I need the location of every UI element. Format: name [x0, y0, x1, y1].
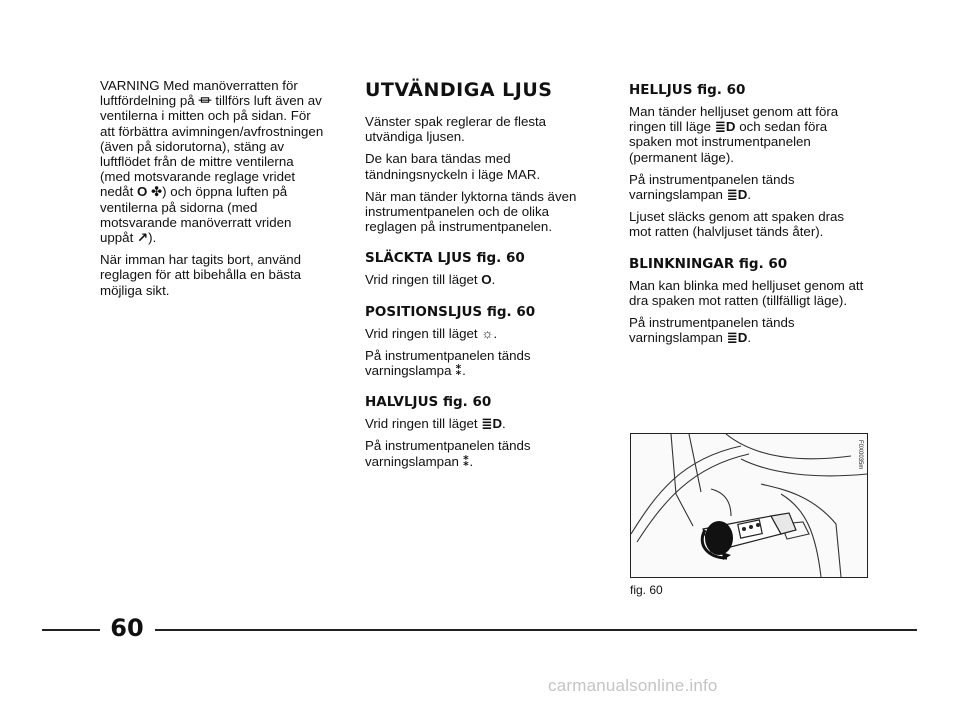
flash-heading: BLINKNINGAR fig. 60 [629, 255, 788, 272]
low-beam-heading: HALVLJUS fig. 60 [365, 394, 492, 411]
rotary-ring [705, 521, 733, 555]
text-fragment: . [502, 416, 506, 432]
left-column [100, 78, 325, 305]
text-fragment: På instrumentpanelen tänds varningslampan [629, 315, 795, 346]
position-lights-heading: POSITIONSLJUS fig. 60 [365, 303, 536, 320]
text-fragment: ). [148, 230, 157, 246]
lights-off-heading: SLÄCKTA LJUS fig. 60 [365, 250, 525, 267]
middle-column [365, 78, 600, 476]
text-fragment: VARNING Med manöverratten för luftfördelning på [100, 78, 298, 109]
text-fragment: . [747, 187, 752, 203]
intro-paragraph: När man tänder lyktorna tänds även instrumentpanelen och de olika reglagen på instrumentpanelen. [365, 188, 577, 235]
position-light-icon: ☼ [481, 325, 494, 341]
sidelight-indicator-icon: ⁑ [462, 453, 470, 469]
intro-paragraph: De kan bara tändas med tändningsnyckeln i läge MAR. [365, 151, 541, 182]
low-beam-indicator-paragraph [365, 438, 600, 468]
text-fragment: ) och öppna luften på ventilerna på sidorna (med motsvarande manöverratt vriden uppåt [100, 184, 292, 246]
warning-paragraph [100, 78, 325, 245]
section-title: UTVÄNDIGA LJUS [365, 79, 553, 101]
low-beam-paragraph [365, 416, 600, 431]
high-beam-icon: ≣D [726, 330, 748, 346]
vent-up-icon: ↗ [136, 230, 149, 246]
sidelight-indicator-icon: ⁑ [455, 363, 463, 379]
high-beam-off-paragraph: Ljuset släcks genom att spaken dras mot ratten (halvljuset tänds åter). [629, 209, 845, 240]
high-beam-heading: HELLJUS fig. 60 [629, 82, 746, 98]
watermark: carmanualsonline.info [548, 676, 718, 695]
text-fragment: . [493, 325, 498, 341]
text-fragment: Vrid ringen till läget [365, 416, 482, 432]
flash-indicator-paragraph [629, 315, 869, 345]
light-stalk-illustration [631, 434, 867, 577]
footer-rule-right [155, 629, 917, 631]
flash-paragraph: Man kan blinka med helljuset genom att dra spaken mot ratten (tillfälligt läge). [629, 277, 864, 308]
steering-wheel-rim [631, 446, 741, 534]
position-lights-paragraph [365, 326, 600, 341]
text-fragment: På instrumentpanelen tänds varningslampan [629, 171, 795, 203]
text-fragment: tillförs luft även av ventilerna i mitten och på sidan. För att förbättra avimningen/avfrostningen (även på sidorutorna), stäng av luftflödet från de mittre ventilerna (med motsvarande reglage vridet nedåt [100, 93, 324, 200]
text-fragment: och sedan föra spaken mot instrumentpanelen (permanent läge). [629, 119, 828, 165]
lights-off-paragraph [365, 272, 600, 287]
text-fragment: . [462, 363, 466, 379]
text-fragment: . [747, 330, 752, 346]
text-fragment: Vrid ringen till läget [365, 325, 482, 341]
text-fragment: . [491, 272, 496, 288]
low-beam-icon: ≣D [481, 416, 503, 432]
right-column [629, 78, 869, 352]
text-fragment: Vrid ringen till läget [365, 272, 482, 288]
off-position-icon: O [481, 272, 492, 288]
text-fragment: . [469, 453, 474, 469]
high-beam-icon: ≣D [726, 187, 748, 203]
figure-light-stalk [630, 433, 868, 578]
windscreen-vent-icon: ⏛ [198, 93, 212, 109]
fan-off-icon: O ✤ [136, 184, 163, 200]
high-beam-indicator-paragraph [629, 172, 869, 202]
high-beam-paragraph [629, 104, 869, 165]
footer-rule-left [42, 629, 100, 631]
text-fragment: På instrumentpanelen tänds varningslampa [365, 347, 531, 379]
figure-caption: fig. 60 [630, 583, 663, 597]
text-fragment: På instrumentpanelen tänds varningslampan [365, 438, 531, 469]
text-fragment: Man tänder helljuset genom att föra ringen till läge [629, 104, 839, 135]
defog-paragraph: När imman har tagits bort, använd reglagen för att bibehålla en bästa möjliga sikt. [100, 252, 302, 298]
position-lights-indicator-paragraph [365, 348, 600, 378]
low-beam-icon: ≣D [714, 119, 736, 135]
intro-paragraph: Vänster spak reglerar de flesta utvändiga ljusen. [365, 114, 547, 145]
figure-code: F0X0035m [857, 440, 863, 470]
page-number: 60 [110, 614, 144, 642]
